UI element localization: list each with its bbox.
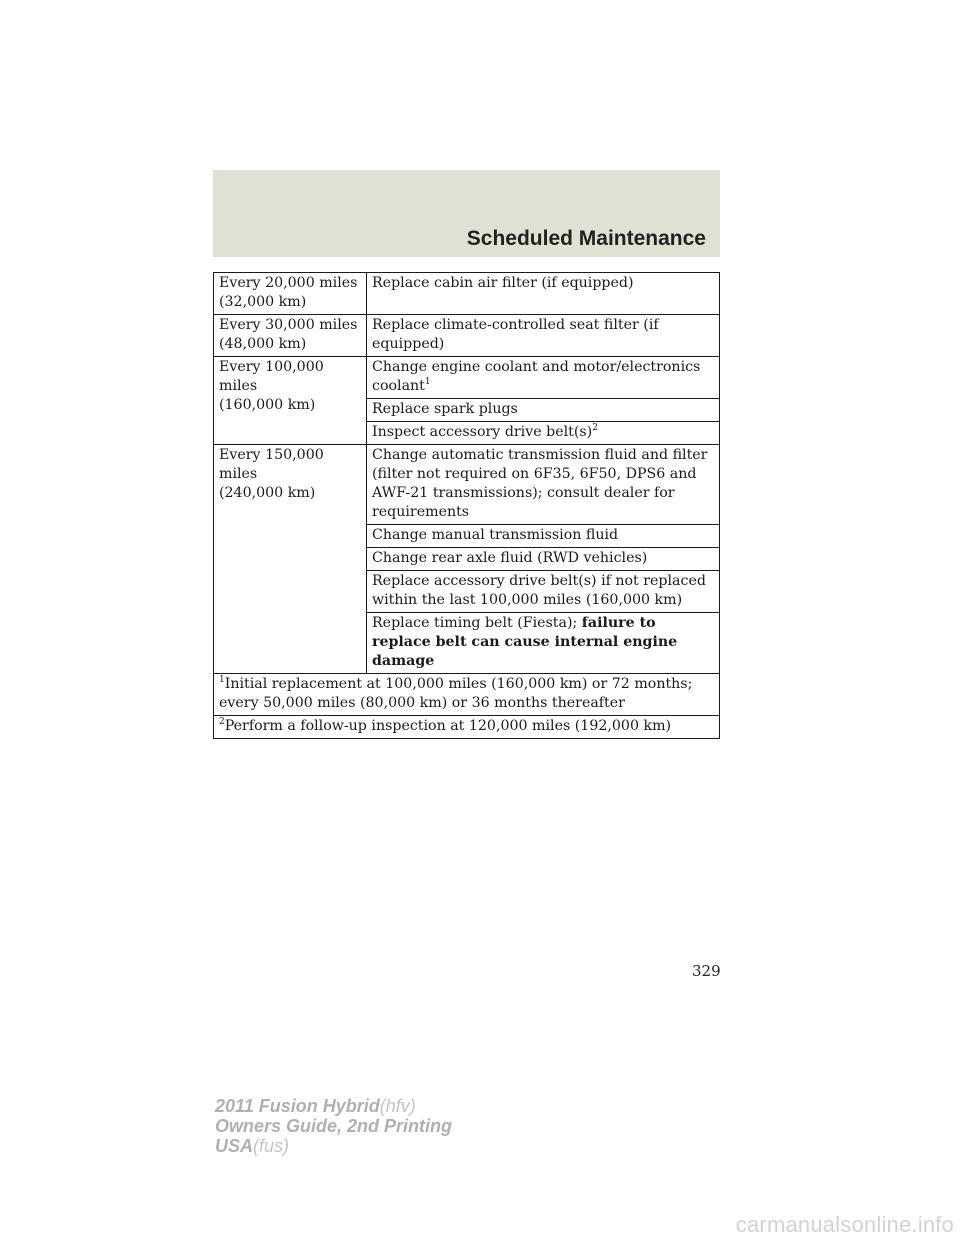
- interval-miles: Every 150,000 miles: [219, 447, 324, 482]
- footer-model-code: (hfv): [379, 1096, 416, 1116]
- table-row: [214, 445, 720, 525]
- footer-line-1: [215, 1096, 452, 1116]
- warning-text: failure to replace belt can cause internal engine damage: [372, 615, 678, 669]
- task-cell: [367, 571, 720, 613]
- task-cell: [367, 445, 720, 525]
- interval-miles: Every 20,000 miles: [219, 275, 358, 291]
- interval-cell: [214, 273, 367, 315]
- interval-km: (240,000 km): [219, 485, 316, 501]
- page-number: 329: [692, 962, 721, 980]
- interval-km: (48,000 km): [219, 336, 307, 352]
- task-text: Change rear axle fluid (RWD vehicles): [372, 550, 648, 566]
- task-cell: [367, 613, 720, 674]
- footnote-text: Initial replacement at 100,000 miles (160,000 km) or 72 months; every 50,000 miles (80,000 km) or 36 months thereafter: [219, 676, 693, 711]
- footnote-marker: 2: [219, 717, 225, 727]
- section-title: Scheduled Maintenance: [466, 227, 706, 250]
- task-cell: [367, 548, 720, 571]
- interval-cell: [214, 357, 367, 445]
- task-cell: [367, 422, 720, 445]
- table-row: [214, 273, 720, 315]
- task-cell: [367, 315, 720, 357]
- task-cell: [367, 525, 720, 548]
- interval-km: (160,000 km): [219, 397, 316, 413]
- task-text: Inspect accessory drive belt(s): [372, 424, 593, 440]
- interval-km: (32,000 km): [219, 294, 307, 310]
- task-text: Replace spark plugs: [372, 401, 518, 417]
- task-text: Change engine coolant and motor/electronics coolant: [372, 359, 701, 394]
- task-text: Replace accessory drive belt(s) if not replaced within the last 100,000 miles (160,000 km): [372, 573, 706, 608]
- task-text: Replace cabin air filter (if equipped): [372, 275, 634, 291]
- footer-market-code: (fus): [253, 1136, 290, 1156]
- task-text: Change manual transmission fluid: [372, 527, 619, 543]
- table-row: [214, 357, 720, 399]
- task-cell: [367, 273, 720, 315]
- maintenance-schedule-table: [213, 272, 720, 739]
- footnote-text: Perform a follow-up inspection at 120,000 miles (192,000 km): [224, 718, 672, 734]
- footnote-ref: 1: [424, 377, 431, 387]
- interval-miles: Every 30,000 miles: [219, 317, 358, 333]
- footer-model: 2011 Fusion Hybrid: [215, 1096, 380, 1116]
- task-text: Replace timing belt (Fiesta);: [372, 615, 582, 631]
- footnote-row: [214, 716, 720, 739]
- document-footer: [215, 1096, 452, 1156]
- footnote-ref: 2: [592, 423, 598, 433]
- footer-line-2: [215, 1116, 452, 1136]
- interval-miles: Every 100,000 miles: [219, 359, 324, 394]
- task-cell: [367, 399, 720, 422]
- footer-printing: Owners Guide, 2nd Printing: [215, 1116, 453, 1136]
- footnote: [214, 674, 720, 716]
- footnote-marker: 1: [219, 675, 225, 685]
- footnote-row: [214, 674, 720, 716]
- task-text: Change automatic transmission fluid and filter (filter not required on 6F35, 6F50, DPS6 and AWF-21 transmissions); consult dealer for requirements: [372, 447, 708, 520]
- task-cell: [367, 357, 720, 399]
- footer-market: USA: [215, 1136, 254, 1156]
- section-header-band: [213, 170, 720, 257]
- footer-line-3: [215, 1136, 452, 1156]
- task-text: Replace climate-controlled seat filter (if equipped): [372, 317, 659, 352]
- table-row: [214, 315, 720, 357]
- interval-cell: [214, 315, 367, 357]
- interval-cell: [214, 445, 367, 674]
- watermark: carmanualsonline.info: [735, 1212, 954, 1237]
- footnote: [214, 716, 720, 739]
